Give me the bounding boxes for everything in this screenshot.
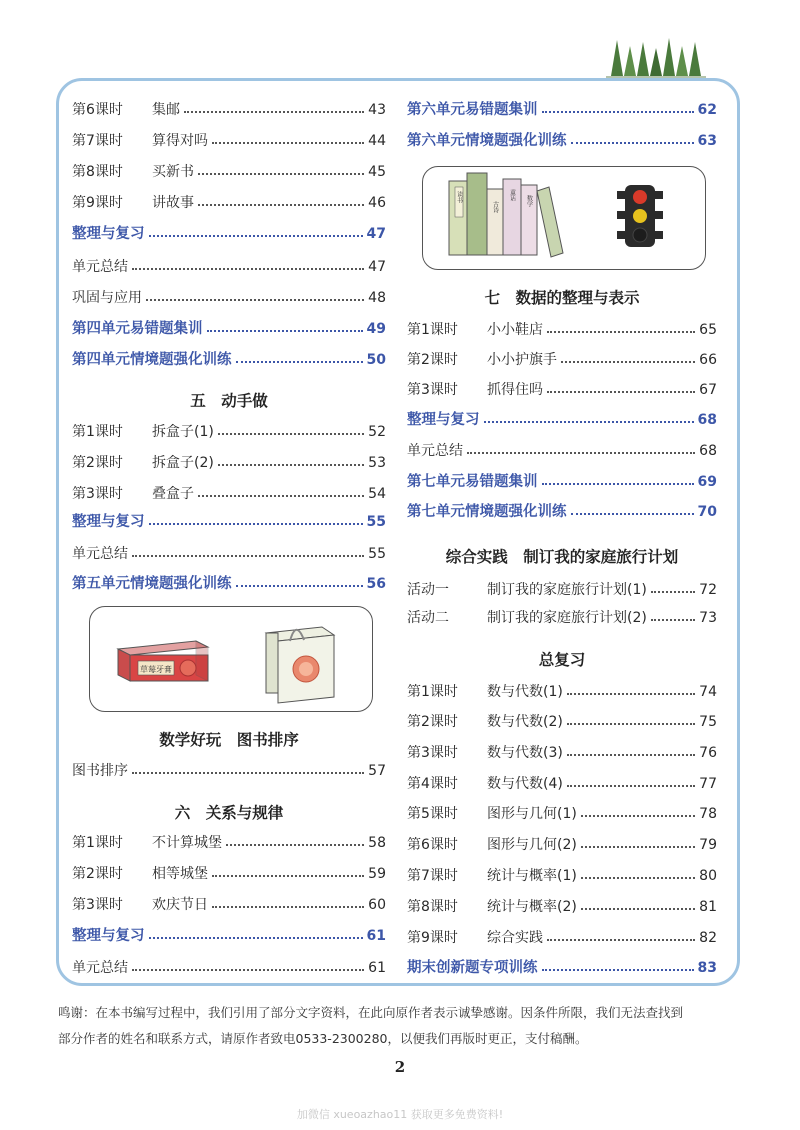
- entry-title: 集邮: [152, 102, 180, 118]
- dot-leader: [567, 785, 695, 787]
- lesson-number: 第1课时: [72, 835, 123, 851]
- lesson-number: 第3课时: [72, 897, 123, 913]
- entry-title: 买新书: [152, 164, 194, 180]
- toothpaste-box-label: 草莓牙膏: [140, 665, 172, 674]
- toc-entry[interactable]: [407, 708, 717, 736]
- book-label-2: 古诗: [491, 201, 499, 213]
- acknowledgement-note: [58, 1000, 748, 1052]
- dot-leader: [212, 875, 364, 877]
- dot-leader: [132, 772, 364, 774]
- toc-entry[interactable]: [407, 678, 717, 706]
- entry-title: 相等城堡: [152, 866, 208, 882]
- section-heading: 五 动手做: [190, 392, 268, 410]
- toc-entry-highlight[interactable]: [72, 346, 386, 374]
- page-ref: 80: [699, 868, 717, 884]
- lesson-number: 第9课时: [407, 930, 458, 946]
- lesson-number: 第6课时: [407, 837, 458, 853]
- section-heading: 数学好玩 图书排序: [159, 731, 299, 749]
- dot-leader: [571, 142, 694, 144]
- lesson-number: 活动二: [407, 610, 449, 626]
- entry-title: 统计与概率(1): [487, 868, 577, 884]
- entry-title: 抓得住吗: [487, 382, 543, 398]
- page-ref: 53: [368, 455, 386, 471]
- page-ref: 43: [368, 102, 386, 118]
- dot-leader: [547, 939, 695, 941]
- page-ref: 75: [699, 714, 717, 730]
- entry-title: 讲故事: [152, 195, 194, 211]
- page-ref: 72: [699, 582, 717, 598]
- lesson-number: 第1课时: [407, 322, 458, 338]
- section-heading: 总复习: [538, 651, 586, 669]
- lesson-number: 第2课时: [407, 352, 458, 368]
- entry-title: 小小护旗手: [487, 352, 557, 368]
- dot-leader: [198, 495, 364, 497]
- toc-entry-highlight[interactable]: [407, 127, 717, 155]
- page-ref: 78: [699, 806, 717, 822]
- entry-title: 单元总结: [72, 546, 128, 562]
- note-line-1: 鸣谢：在本书编写过程中，我们引用了部分文字资料，在此向原作者表示诚挚感谢。因条件所限，我们无法查找到: [58, 1005, 684, 1020]
- toc-entry[interactable]: [72, 891, 386, 919]
- entry-title: 算得对吗: [152, 133, 208, 149]
- toc-entry[interactable]: [407, 924, 717, 952]
- entry-title: 巩固与应用: [72, 290, 142, 306]
- toc-entry[interactable]: [407, 862, 717, 890]
- dot-leader: [132, 268, 364, 270]
- toc-entry[interactable]: [72, 757, 386, 785]
- lesson-number: 第5课时: [407, 806, 458, 822]
- page-ref: 48: [368, 290, 386, 306]
- entry-title: 制订我的家庭旅行计划(2): [487, 610, 647, 626]
- entry-title: 整理与复习: [72, 514, 145, 530]
- toc-entry-highlight[interactable]: [72, 220, 386, 248]
- toc-entry[interactable]: [407, 770, 717, 798]
- toc-entry-highlight[interactable]: [407, 406, 717, 434]
- lesson-number: 第4课时: [407, 776, 458, 792]
- entry-title: 第七单元易错题集训: [407, 474, 538, 490]
- page-ref: 66: [699, 352, 717, 368]
- books-illustration: [422, 166, 706, 270]
- dot-leader: [581, 846, 695, 848]
- page-ref: 47: [366, 226, 386, 242]
- dot-leader: [236, 585, 363, 587]
- dot-leader: [207, 330, 363, 332]
- entry-title: 数与代数(3): [487, 745, 563, 761]
- dot-leader: [542, 969, 694, 971]
- lesson-number: 第3课时: [407, 745, 458, 761]
- toc-entry[interactable]: [407, 346, 717, 374]
- page-ref: 82: [699, 930, 717, 946]
- toc-entry-highlight[interactable]: [72, 570, 386, 598]
- dot-leader: [149, 523, 363, 525]
- section-heading: 七 数据的整理与表示: [484, 289, 640, 307]
- entry-title: 整理与复习: [72, 226, 145, 242]
- entry-title: 不计算城堡: [152, 835, 222, 851]
- dot-leader: [581, 815, 695, 817]
- toc-entry[interactable]: [72, 96, 386, 124]
- lesson-number: 第6课时: [72, 102, 123, 118]
- toc-entry[interactable]: [72, 158, 386, 186]
- lesson-number: 第9课时: [72, 195, 123, 211]
- entry-title: 整理与复习: [72, 928, 145, 944]
- entry-title: 第四单元情境题强化训练: [72, 352, 232, 368]
- entry-title: 制订我的家庭旅行计划(1): [487, 582, 647, 598]
- dot-leader: [581, 908, 695, 910]
- toc-entry[interactable]: [72, 284, 386, 312]
- page-ref: 69: [697, 474, 717, 490]
- dot-leader: [132, 969, 364, 971]
- page-ref: 74: [699, 684, 717, 700]
- lesson-number: 第8课时: [407, 899, 458, 915]
- toc-entry[interactable]: [72, 127, 386, 155]
- dot-leader: [651, 619, 695, 621]
- section-heading: 六 关系与规律: [174, 804, 284, 822]
- page-ref: 81: [699, 899, 717, 915]
- toc-entry[interactable]: [407, 739, 717, 767]
- section-heading: 综合实践 制订我的家庭旅行计划: [445, 548, 679, 566]
- toc-entry-highlight[interactable]: [407, 468, 717, 496]
- entry-title: 数与代数(1): [487, 684, 563, 700]
- page-ref: 58: [368, 835, 386, 851]
- dot-leader: [547, 391, 695, 393]
- toc-entry[interactable]: [72, 860, 386, 888]
- entry-title: 综合实践: [487, 930, 543, 946]
- toc-entry[interactable]: [72, 189, 386, 217]
- toc-entry[interactable]: [407, 604, 717, 632]
- page-ref: 49: [366, 321, 386, 337]
- lesson-number: 活动一: [407, 582, 449, 598]
- dot-leader: [567, 754, 695, 756]
- page-ref: 63: [697, 133, 717, 149]
- entry-title: 单元总结: [72, 960, 128, 976]
- page-ref: 70: [697, 504, 717, 520]
- watermark: 加微信 xueoazhao11 获取更多免费资料!: [296, 1108, 504, 1121]
- entry-title: 图形与几何(2): [487, 837, 577, 853]
- page-ref: 68: [699, 443, 717, 459]
- page-ref: 44: [368, 133, 386, 149]
- entry-title: 数与代数(2): [487, 714, 563, 730]
- page-number: 2: [394, 1058, 406, 1076]
- page-ref: 55: [366, 514, 386, 530]
- toc-entry-highlight[interactable]: [72, 315, 386, 343]
- entry-title: 统计与概率(2): [487, 899, 577, 915]
- page-ref: 57: [368, 763, 386, 779]
- page-ref: 56: [366, 576, 386, 592]
- page-ref: 68: [697, 412, 717, 428]
- entry-title: 欢庆节日: [152, 897, 208, 913]
- entry-title: 单元总结: [407, 443, 463, 459]
- dot-leader: [218, 433, 364, 435]
- dot-leader: [651, 591, 695, 593]
- lesson-number: 第1课时: [407, 684, 458, 700]
- entry-title: 小小鞋店: [487, 322, 543, 338]
- toc-entry[interactable]: [72, 253, 386, 281]
- toc-entry[interactable]: [407, 893, 717, 921]
- page-ref: 62: [697, 102, 717, 118]
- dot-leader: [198, 204, 364, 206]
- dot-leader: [236, 361, 363, 363]
- toc-entry[interactable]: [72, 418, 386, 446]
- lesson-number: 第3课时: [407, 382, 458, 398]
- page-ref: 47: [368, 259, 386, 275]
- page-ref: 79: [699, 837, 717, 853]
- dot-leader: [184, 111, 364, 113]
- toc-entry[interactable]: [72, 449, 386, 477]
- page-ref: 50: [366, 352, 386, 368]
- dot-leader: [226, 844, 364, 846]
- dot-leader: [132, 555, 364, 557]
- page-ref: 60: [368, 897, 386, 913]
- entry-title: 图书排序: [72, 763, 128, 779]
- page-ref: 65: [699, 322, 717, 338]
- toc-entry[interactable]: [72, 480, 386, 508]
- entry-title: 叠盒子: [152, 486, 194, 502]
- lesson-number: 第3课时: [72, 486, 123, 502]
- lesson-number: 第1课时: [72, 424, 123, 440]
- page-ref: 45: [368, 164, 386, 180]
- toc-entry-highlight[interactable]: [407, 96, 717, 124]
- toc-entry[interactable]: [407, 376, 717, 404]
- page-ref: 55: [368, 546, 386, 562]
- dot-leader: [218, 464, 364, 466]
- dot-leader: [149, 235, 363, 237]
- entry-title: 第五单元情境题强化训练: [72, 576, 232, 592]
- page-ref: 52: [368, 424, 386, 440]
- lesson-number: 第7课时: [407, 868, 458, 884]
- toc-entry[interactable]: [407, 800, 717, 828]
- box-illustration: [89, 606, 373, 712]
- toc-entry[interactable]: [407, 576, 717, 604]
- page-ref: 76: [699, 745, 717, 761]
- toc-entry[interactable]: [72, 540, 386, 568]
- page-ref: 61: [366, 928, 386, 944]
- entry-title: 第六单元情境题强化训练: [407, 133, 567, 149]
- lesson-number: 第2课时: [72, 866, 123, 882]
- entry-title: 拆盒子(1): [152, 424, 214, 440]
- page-ref: 73: [699, 610, 717, 626]
- dot-leader: [484, 421, 694, 423]
- dot-leader: [542, 111, 694, 113]
- dot-leader: [467, 452, 695, 454]
- entry-title: 整理与复习: [407, 412, 480, 428]
- page-ref: 59: [368, 866, 386, 882]
- dot-leader: [571, 513, 694, 515]
- entry-title: 第七单元情境题强化训练: [407, 504, 567, 520]
- page-ref: 46: [368, 195, 386, 211]
- dot-leader: [146, 299, 364, 301]
- toc-entry[interactable]: [72, 829, 386, 857]
- page-ref: 77: [699, 776, 717, 792]
- lesson-number: 第7课时: [72, 133, 123, 149]
- lesson-number: 第2课时: [407, 714, 458, 730]
- page-ref: 61: [368, 960, 386, 976]
- toc-entry[interactable]: [407, 437, 717, 465]
- entry-title: 第六单元易错题集训: [407, 102, 538, 118]
- entry-title: 拆盒子(2): [152, 455, 214, 471]
- toc-entry[interactable]: [407, 316, 717, 344]
- traffic-light-icon: [617, 185, 663, 247]
- toc-entry-highlight[interactable]: [407, 498, 717, 526]
- dot-leader: [561, 361, 695, 363]
- dot-leader: [547, 331, 695, 333]
- book-label-1: 读书: [455, 191, 463, 203]
- note-line-2: 部分作者的姓名和联系方式，请原作者致电0533-2300280，以便我们再版时更正，支付稿酬。: [58, 1031, 588, 1046]
- dot-leader: [198, 173, 364, 175]
- entry-title: 数与代数(4): [487, 776, 563, 792]
- book-label-3: 童话: [508, 189, 516, 201]
- dot-leader: [567, 693, 695, 695]
- lesson-number: 第8课时: [72, 164, 123, 180]
- dot-leader: [567, 723, 695, 725]
- toc-entry[interactable]: [72, 954, 386, 982]
- page-ref: 67: [699, 382, 717, 398]
- toc-entry-highlight[interactable]: [72, 508, 386, 536]
- toc-entry[interactable]: [407, 831, 717, 859]
- lesson-number: 第2课时: [72, 455, 123, 471]
- entry-title: 第四单元易错题集训: [72, 321, 203, 337]
- toc-entry-highlight[interactable]: [407, 954, 717, 982]
- dot-leader: [581, 877, 695, 879]
- toc-entry-highlight[interactable]: [72, 922, 386, 950]
- book-label-4: 数学: [525, 195, 533, 207]
- entry-title: 单元总结: [72, 259, 128, 275]
- entry-title: 期末创新题专项训练: [407, 960, 538, 976]
- dot-leader: [542, 483, 694, 485]
- dot-leader: [212, 906, 364, 908]
- dot-leader: [149, 937, 363, 939]
- page-ref: 54: [368, 486, 386, 502]
- dot-leader: [212, 142, 364, 144]
- tree-decoration-icon: [606, 36, 716, 78]
- page-ref: 83: [697, 960, 717, 976]
- entry-title: 图形与几何(1): [487, 806, 577, 822]
